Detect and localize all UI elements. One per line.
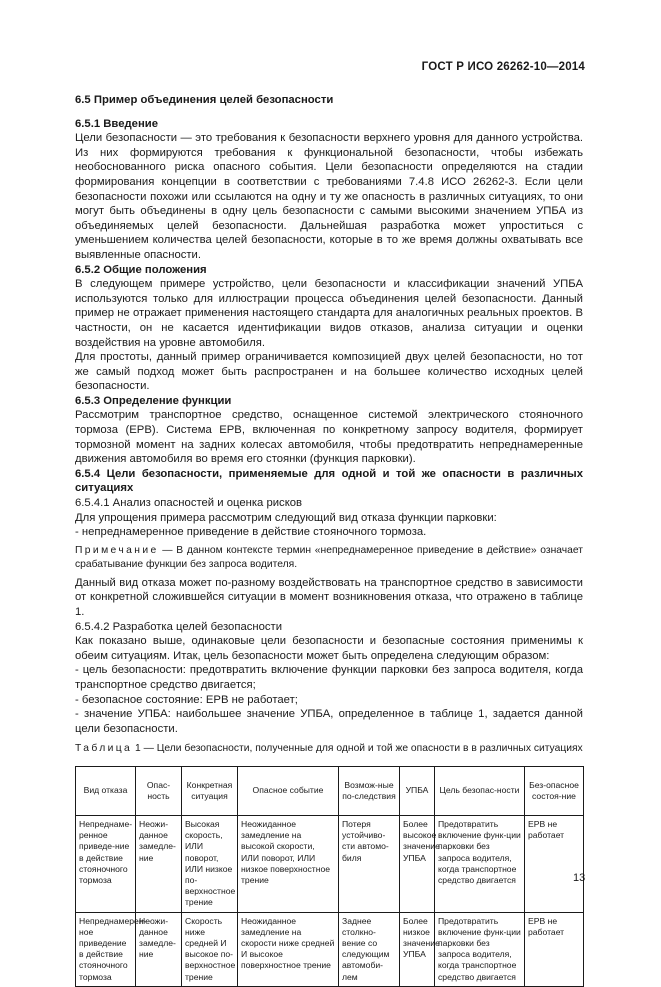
column-header: Опас-ность xyxy=(136,766,182,815)
table-cell: Непреднаме-ренное приведе-ние в действие стояночного тормоза xyxy=(76,815,136,912)
paragraph: Данный вид отказа может по-разному воздействовать на транспортное средство в зависимости от конкретной сложившейся ситуации в момент возникновения отказа, что отражено в таблице 1. xyxy=(75,576,583,618)
subsection-title-6-5-3: 6.5.3 Определение функции xyxy=(75,394,232,407)
table-cell: Неожиданное замедление на скорости ниже средней И высокое поверхностное трение xyxy=(238,912,339,986)
note-label: Примечание xyxy=(75,544,159,556)
column-header: УПБА xyxy=(400,766,435,815)
column-header: Вид отказа xyxy=(76,766,136,815)
table-cell: ЕРВ не работает xyxy=(525,912,584,986)
table-cell: Предотвратить включение функ-ции парковки без запроса водителя, когда транспортное средство двигается xyxy=(435,815,525,912)
paragraph: Для упрощения примера рассмотрим следующий вид отказа функции парковки: xyxy=(75,511,497,524)
table-cell: ЕРВ не работает xyxy=(525,815,584,912)
table-cell: Непреднамерен-ное приведение в действие стояночного тормоза xyxy=(76,912,136,986)
column-header: Цель безопас-ности xyxy=(435,766,525,815)
table-cell: Предотвратить включение функ-ции парковки без запроса водителя, когда транспортное средство двигается xyxy=(435,912,525,986)
list-item: - значение УПБА: наибольшее значение УПБА, определенное в таблице 1, задается данной цели безопасности. xyxy=(75,708,583,735)
table-cell: Неожиданное замедление на высокой скорости, ИЛИ поворот, ИЛИ низкое поверхностное трение xyxy=(238,815,339,912)
table-cell: Высокая скорость, ИЛИ поворот, ИЛИ низкое по-верхностное трение xyxy=(182,815,238,912)
table-cell: Более низкое значение УПБА xyxy=(400,912,435,986)
document-body xyxy=(75,93,586,987)
safety-goals-table xyxy=(75,766,584,987)
list-item: - непреднамеренное приведение в действие стояночного тормоза. xyxy=(75,526,427,539)
paragraph: Цели безопасности — это требования к безопасности верхнего уровня для данного устройства. Из них формируются требования к функциональной безопасности, чтобы избежать необоснованного риска опасного события. Цели безопасности определяются на стадии формирования концепции в соответствии с требованиями 7.4.8 ИСО 26262-3. Если цели безопасности похожи или ссылаются на одну и ту же опасность в различных ситуациях, то они могут быть объединены в одну цель безопасности с самыми высокими значением УПБА из объединяемых целей безопасности. Дальнейшая разработка может упроститься с уменьшением количества целей безопасности, которые в то же время должны охватывать все выявленные опасности. xyxy=(75,132,583,261)
list-item: - цель безопасности: предотвратить включение функции парковки без запроса водителя, когда транспортное средство двигается; xyxy=(75,664,583,691)
page-number: 13 xyxy=(573,872,586,884)
table-caption-label: Таблица xyxy=(75,743,133,755)
table-cell: Скорость ниже средней И высокое по-верхностное трение xyxy=(182,912,238,986)
section-title: 6.5 Пример объединения целей безопасности xyxy=(75,94,334,106)
column-header: Опасное событие xyxy=(238,766,339,815)
subsection-title-6-5-4-2: 6.5.4.2 Разработка целей безопасности xyxy=(75,620,283,633)
table-header-row xyxy=(76,766,584,815)
note-text: — В данном контексте термин «непреднамеренное приведение в действие» означает срабатывание функции без запроса водителя. xyxy=(75,544,583,570)
subsection-title-6-5-4: 6.5.4 Цели безопасности, применяемые для одной и той же опасности в различных ситуациях xyxy=(75,467,583,495)
subsection-title-6-5-4-1: 6.5.4.1 Анализ опасностей и оценка рисков xyxy=(75,497,303,510)
table-row xyxy=(76,912,584,986)
column-header: Возмож-ные по-следствия xyxy=(339,766,400,815)
paragraph: В следующем примере устройство, цели безопасности и классификации значений УПБА используются только для иллюстрации процесса объединения целей безопасности. Данный пример не отражает применения настоящего стандарта для аналогичных реальных проектов. В частности, он не касается идентификации видов отказов, анализа ситуации и оценки воздействия на уровне автомобиля. xyxy=(75,278,583,349)
table-cell: Потеря устойчиво-сти автомо-биля xyxy=(339,815,400,912)
table-caption-text: 1 — Цели безопасности, полученные для одной и той же опасности в в различных ситуациях xyxy=(132,743,583,755)
table-cell: Неожи-данное замедле-ние xyxy=(136,912,182,986)
paragraph: Для простоты, данный пример ограничивается композицией двух целей безопасности, но тот же самый подход может быть распространен и на большее количество исходных целей безопасности. xyxy=(75,351,583,393)
document-code: ГОСТ Р ИСО 26262-10—2014 xyxy=(421,61,585,73)
subsection-title-6-5-2: 6.5.2 Общие положения xyxy=(75,263,207,276)
table-cell: Неожи-данное замедле-ние xyxy=(136,815,182,912)
subsection-title-6-5-1: 6.5.1 Введение xyxy=(75,117,159,130)
list-item: - безопасное состояние: ЕРВ не работает; xyxy=(75,693,298,706)
table-row xyxy=(76,815,584,912)
column-header: Конкретная ситуация xyxy=(182,766,238,815)
paragraph: Рассмотрим транспортное средство, оснащенное системой электрического стояночного тормоза (ЕРВ). Система ЕРВ, включенная по конкретному запросу водителя, формирует тормозной момент на задних колесах автомобиля, чтобы предотвратить непреднамеренные движения автомобиля во время его стоянки (функция парковки). xyxy=(75,409,583,466)
note xyxy=(75,544,583,572)
table-cell: Более высокое значение УПБА xyxy=(400,815,435,912)
paragraph: Как показано выше, одинаковые цели безопасности и безопасные состояния применимы к обеим ситуациям. Итак, цель безопасности может быть определена следующим образом: xyxy=(75,635,583,662)
column-header: Без-опасное состоя-ние xyxy=(525,766,584,815)
table-cell: Заднее столкно-вение со следующим автомоби-лем xyxy=(339,912,400,986)
table-caption xyxy=(75,742,583,757)
